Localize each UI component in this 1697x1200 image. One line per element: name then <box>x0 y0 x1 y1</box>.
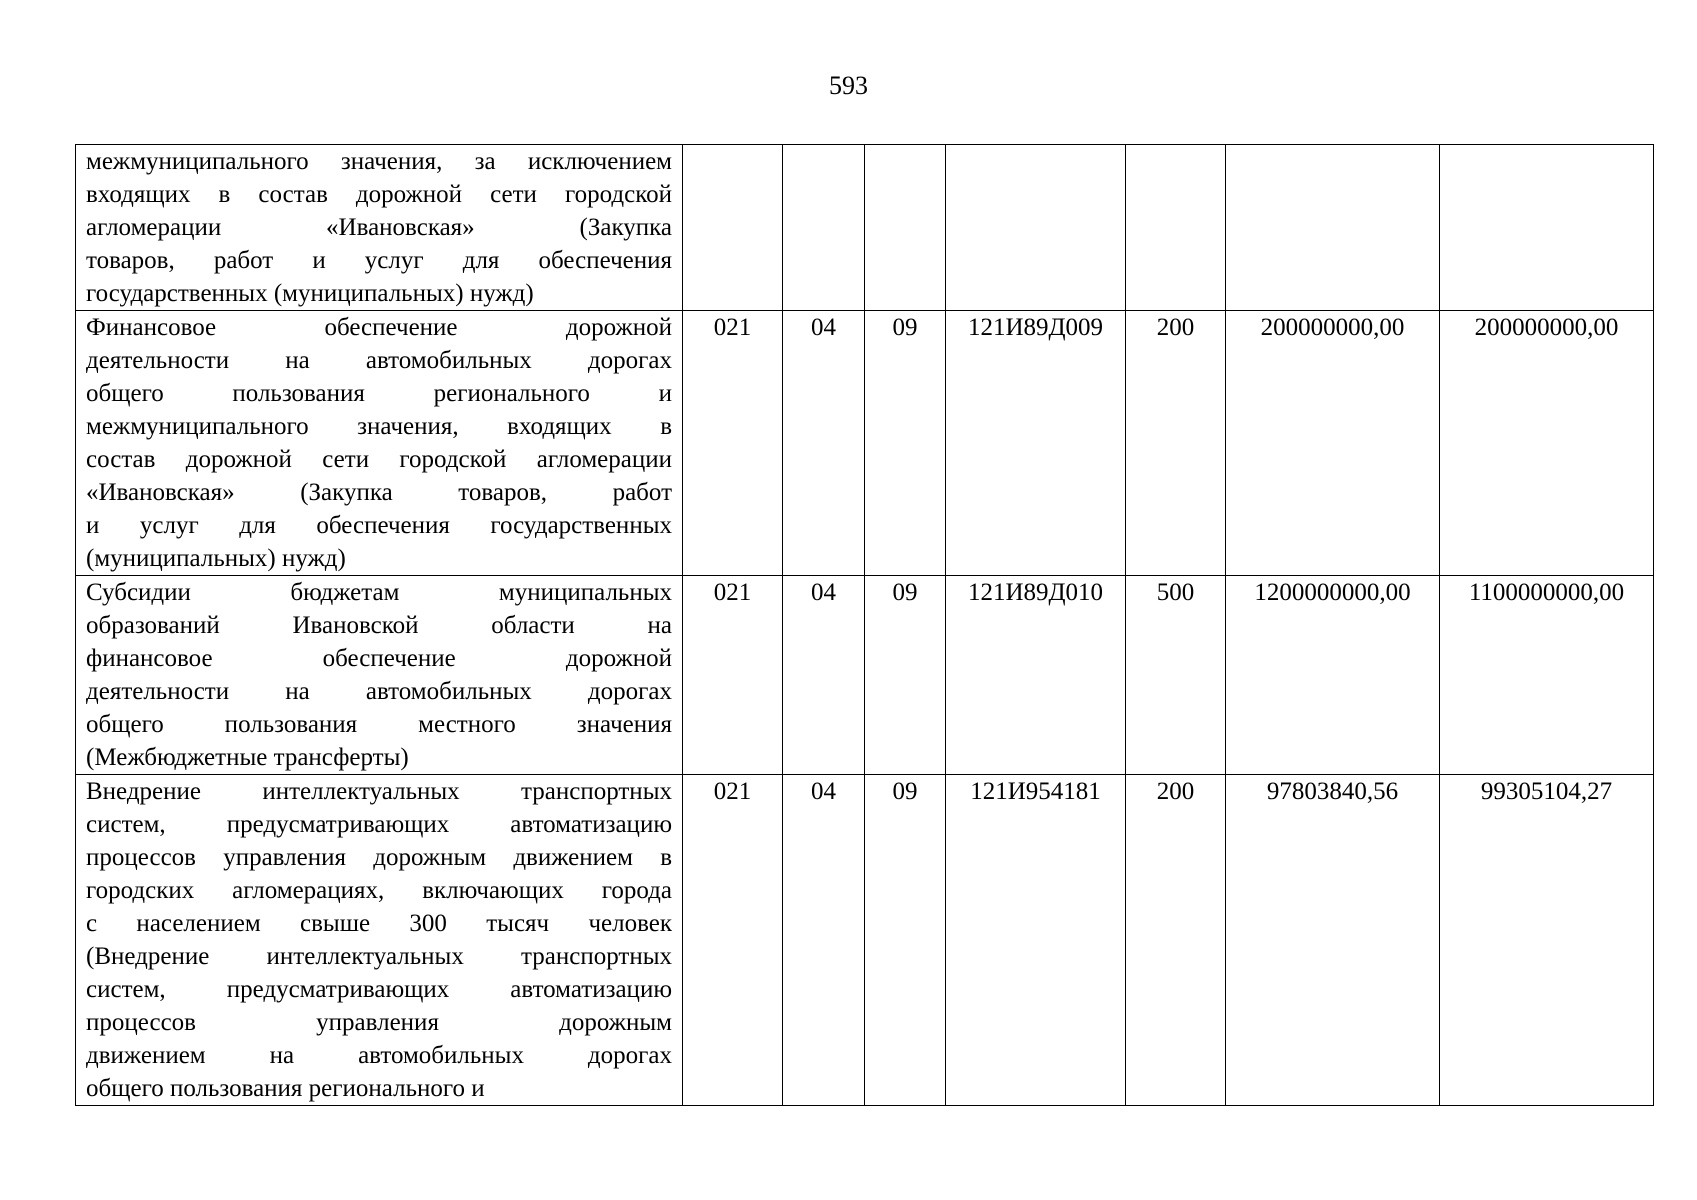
target-article-cell <box>946 145 1126 311</box>
description-line: процессов управления дорожным <box>86 1009 672 1036</box>
expense-type-cell: 200 <box>1126 775 1226 1106</box>
section-code-cell: 04 <box>783 576 865 775</box>
page-number: 593 <box>829 71 868 100</box>
description-cell <box>76 145 683 311</box>
description-line: общего пользования местного значения <box>86 711 672 738</box>
description-line: Внедрение интеллектуальных транспортных <box>86 778 672 805</box>
target-article-cell: 121И89Д009 <box>946 311 1126 576</box>
description-line: процессов управления дорожным движением в <box>86 844 672 871</box>
description-line: (Межбюджетные трансферты) <box>86 744 409 771</box>
description-line: «Ивановская» (Закупка товаров, работ <box>86 479 672 506</box>
description-line: состав дорожной сети городской агломерации <box>86 446 672 473</box>
description-cell <box>76 576 683 775</box>
subsection-code-cell: 09 <box>865 775 946 1106</box>
budget-table <box>75 144 1654 1106</box>
description-line: движением на автомобильных дорогах <box>86 1042 672 1069</box>
description-line: систем, предусматривающих автоматизацию <box>86 811 672 838</box>
description-line: городских агломерациях, включающих города <box>86 877 672 904</box>
amount-year-2-cell: 1100000000,00 <box>1440 576 1654 775</box>
description-line: с населением свыше 300 тысяч человек <box>86 910 672 937</box>
description-line: межмуниципального значения, входящих в <box>86 413 672 440</box>
amount-year-2-cell: 200000000,00 <box>1440 311 1654 576</box>
description-cell <box>76 311 683 576</box>
table-row <box>76 576 1654 775</box>
ministry-code-cell: 021 <box>683 775 783 1106</box>
table-row <box>76 775 1654 1106</box>
amount-year-2-cell <box>1440 145 1654 311</box>
description-cell <box>76 775 683 1106</box>
description-line: товаров, работ и услуг для обеспечения <box>86 247 672 274</box>
subsection-code-cell: 09 <box>865 311 946 576</box>
subsection-code-cell: 09 <box>865 576 946 775</box>
amount-year-1-cell: 97803840,56 <box>1226 775 1440 1106</box>
ministry-code-cell <box>683 145 783 311</box>
ministry-code-cell: 021 <box>683 311 783 576</box>
description-line: финансовое обеспечение дорожной <box>86 645 672 672</box>
amount-year-1-cell: 1200000000,00 <box>1226 576 1440 775</box>
table-row <box>76 145 1654 311</box>
section-code-cell: 04 <box>783 775 865 1106</box>
amount-year-2-cell: 99305104,27 <box>1440 775 1654 1106</box>
ministry-code-cell: 021 <box>683 576 783 775</box>
description-line: и услуг для обеспечения государственных <box>86 512 672 539</box>
section-code-cell <box>783 145 865 311</box>
description-line: деятельности на автомобильных дорогах <box>86 678 672 705</box>
description-line: Финансовое обеспечение дорожной <box>86 314 672 341</box>
description-line: систем, предусматривающих автоматизацию <box>86 976 672 1003</box>
description-line: (Внедрение интеллектуальных транспортных <box>86 943 672 970</box>
subsection-code-cell <box>865 145 946 311</box>
table-row <box>76 311 1654 576</box>
description-line: Субсидии бюджетам муниципальных <box>86 579 672 606</box>
description-line: деятельности на автомобильных дорогах <box>86 347 672 374</box>
section-code-cell: 04 <box>783 311 865 576</box>
expense-type-cell: 500 <box>1126 576 1226 775</box>
description-line: (муниципальных) нужд) <box>86 545 346 572</box>
description-line: агломерации «Ивановская» (Закупка <box>86 214 672 241</box>
description-line: общего пользования регионального и <box>86 1075 485 1102</box>
expense-type-cell: 200 <box>1126 311 1226 576</box>
description-line: общего пользования регионального и <box>86 380 672 407</box>
description-line: межмуниципального значения, за исключением <box>86 148 672 175</box>
target-article-cell: 121И89Д010 <box>946 576 1126 775</box>
target-article-cell: 121И954181 <box>946 775 1126 1106</box>
description-line: государственных (муниципальных) нужд) <box>86 280 534 307</box>
amount-year-1-cell <box>1226 145 1440 311</box>
description-line: входящих в состав дорожной сети городской <box>86 181 672 208</box>
expense-type-cell <box>1126 145 1226 311</box>
description-line: образований Ивановской области на <box>86 612 672 639</box>
amount-year-1-cell: 200000000,00 <box>1226 311 1440 576</box>
